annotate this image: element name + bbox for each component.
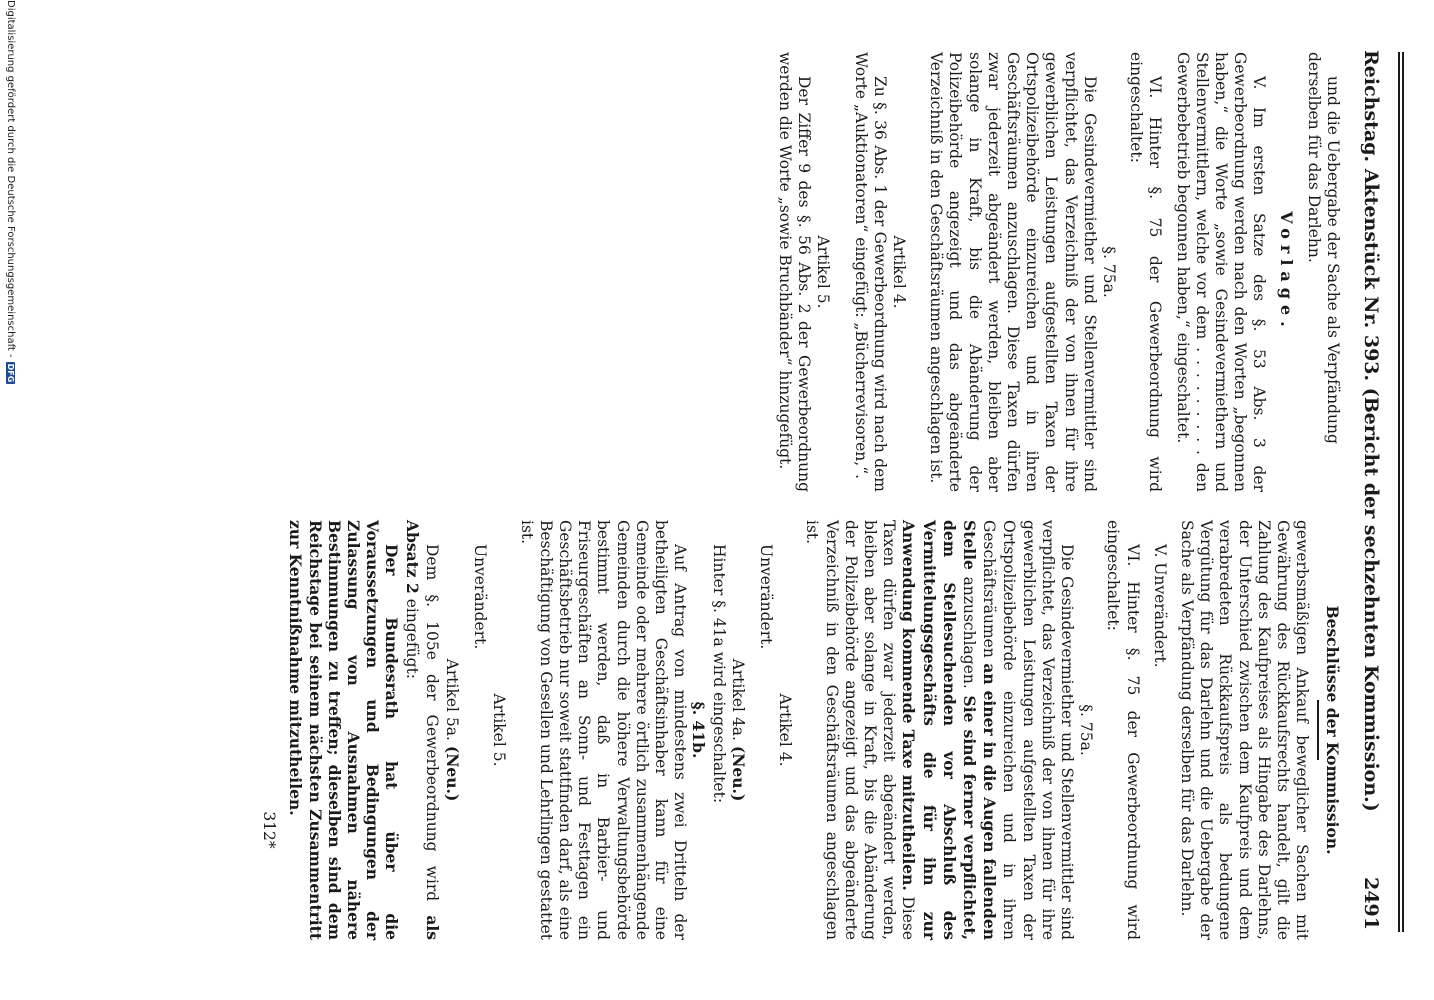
right-continuation: gewerbsmäßigen Ankauf beweglicher Sachen mit Gewährung des Rückkaufsrechts handelt, gilt die Zahlung des Kaufpreises als Hingabe des Darlehns, der Unterschied zwischen dem Kaufpreis und dem verabredeten Rückkaufspreis als bedungene Vergütung für das Darlehn und die Uebergabe der Sache als Verpfändung derselben für das Darlehn. [1178,520,1312,940]
right-article-5a-text [401,520,441,940]
art5a-text-2: eingefügt: [402,598,421,680]
left-section-v: V. Im ersten Satze des §. 53 Abs. 3 der Gewerbeordnung werden nach den Worten „begonnen haben,“ die Worte „sowie Gesindevermiethern und Stellenvermittlern, welche vor dem . . . . . . . . . den Gewerbebetrieb begonnen haben,“ eingeschaltet. [1173,52,1269,492]
left-section-vi: VI. Hinter §. 75 der Gewerbeordnung wird eingeschaltet: [1127,52,1165,492]
right-article-5-text: Unverändert. [471,544,490,650]
footer-text: Digitalisierung gefördert durch die Deutsche Forschungsgemeinschaft - [5,0,16,358]
left-continuation-line-2: derselben für das Darlehn. [1304,52,1323,263]
left-paragraph-75a-label: §. 75a. [1099,246,1118,298]
article-5a-title-text: Artikel 5a. [442,658,461,741]
page-header [1356,50,1382,930]
right-paragraph-41b-text: Auf Antrag von mindestens zwei Dritteln der betheiligten Geschäftsinhaber kann für eine Gemeinde oder mehrere örtlich zusammenhängende Gemeinden durch die höhere Verwaltungsbehörde bestimmt werden, daß in Barbier- und Friseurgeschäften an Sonn- und Festtagen ein Geschäftsbetrieb nur soweit stattfinden darf, als eine Beschäftigung von Gesellen und Lehrlingen gestattet ist. [517,520,690,940]
right-article-5a-paragraph: Der Bundesrath hat über die Voraussetzungen und Bedingungen der Zulassung von Ausnahmen nähere Bestimmungen zu treffen; dieselben sind dem Reichstage bei seinem nächsten Zusammentritt zur Kenntnißnahme mitzutheilen. [286,520,402,940]
para-text-3: Diese Taxen dürfen zwar jederzeit abgeändert werden, bleiben aber solange in Kraft, bis die Abänderung der Polizeibehörde angezeigt und das abgeänderte Verzeichniß in den Geschäftsräumen angeschlagen ist. [803,520,918,940]
para-text-2: anzuschlagen. [960,576,979,689]
column-title-beschluesse: Beschlüsse der Kommission. [1323,605,1342,855]
article-4a-new-marker: (Neu.) [728,745,748,802]
right-paragraph-75a-label: §. 75a. [1077,704,1096,756]
para-bold-1: an einer in die Augen fallenden Stelle [960,520,1000,940]
right-article-5a-title [442,520,462,940]
title-underline [1317,700,1319,760]
top-double-rule-1 [1403,52,1405,932]
left-continuation-line-1: und die Uebergabe der Sache als Verpfändung [1324,76,1342,444]
right-paragraph-41b-label: §. 41b. [689,701,709,759]
right-article-4a-text: Hinter §. 41a wird eingeschaltet: [709,544,728,804]
dfg-logo: DFG [6,363,15,383]
right-section-v: V. Unverändert. [1150,544,1169,668]
left-article-4-text: Zu §. 36 Abs. 1 der Gewerbeordnung wird nach dem Worte „Auktionatoren“ eingefügt: „Bücherrevisoren,“. [851,52,889,492]
running-header: Reichstag. Aktenstück Nr. 393. (Bericht der sechzehnten Kommission.) [1360,50,1382,812]
sheet-signature-mark: 312* [260,811,279,849]
right-section-vi: VI. Hinter §. 75 der Gewerbeordnung wird eingeschaltet: [1104,520,1142,940]
top-double-rule-2 [1399,52,1401,932]
art5a-text-1: Dem §. 105e der Gewerbeordnung wird [422,544,441,902]
left-article-4-title: Artikel 4. [889,235,908,309]
digitization-footer [5,0,16,990]
column-title-vorlage: Vorlage. [1276,211,1296,333]
right-article-4-text: Unverändert. [757,544,776,650]
right-column [259,520,1342,940]
left-article-5-title: Artikel 5. [814,235,833,309]
right-article-4-title: Artikel 4. [776,693,795,767]
left-column [775,52,1342,492]
right-article-5-title: Artikel 5. [490,693,509,767]
left-paragraph-75a-text: Die Gesindevermiether und Stellenvermittler sind verpflichtet, das Verzeichniß der von ihnen für ihre gewerblichen Leistungen aufgestellten Taxen der Ortspolizeibehörde einzureichen und in ihren Geschäftsräumen anzuschlagen. Diese Taxen dürfen zwar jederzeit abgeändert werden, bleiben aber solange in Kraft, bis die Abänderung der Polizeibehörde angezeigt und das abgeänderte Verzeichniß in den Geschäftsräumen angeschlagen ist. [927,52,1099,492]
article-4a-title-text: Artikel 4a. [728,658,747,741]
page-number: 2491 [1360,877,1382,930]
left-article-5-text: Der Ziffer 9 des §. 56 Abs. 2 der Gewerbeordnung werden die Worte „sowie Bruchbänder“ hinzugefügt. [775,52,814,492]
right-article-4a-title [728,520,748,940]
art5a-bold: als Absatz 2 [402,520,442,940]
article-5a-new-marker: (Neu.) [442,745,462,802]
right-paragraph-75a-text [802,520,1076,940]
para-text-1: Die Gesindevermiether und Stellenvermittler sind verpflichtet, das Verzeichniß der von ihnen für ihre gewerblichen Leistungen aufgestellten Taxen der Ortspolizeibehörde einzureichen und in ihren Geschäftsräumen [980,520,1077,940]
para-bold-2: Sie sind ferner verpflichtet, dem Stellesuchenden vor Abschluß des Vermittelungsgeschäfts die für ihn zur Anwendung kommende Taxe mitzutheilen. [899,520,980,940]
